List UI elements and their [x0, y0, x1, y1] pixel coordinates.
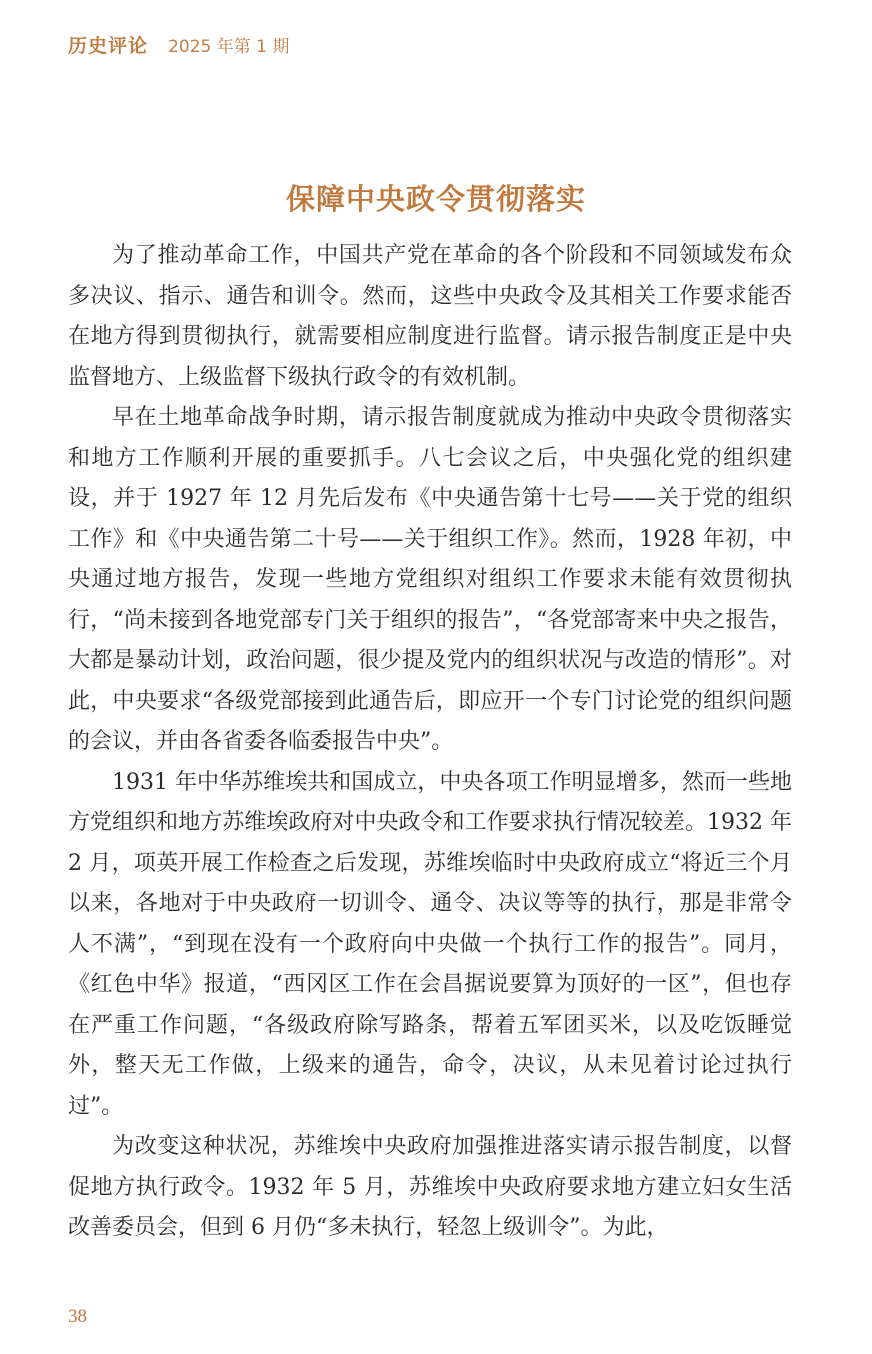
page-number: 38	[68, 1306, 87, 1327]
running-header	[68, 33, 289, 60]
article-body	[68, 236, 792, 1249]
paragraph-2: 早在土地革命战争时期，请示报告制度就成为推动中央政令贯彻落实和地方工作顺利开展的重要抓手。八七会议之后，中央强化党的组织建设，并于 1927 年 12 月先后发布《中央通告第十七号——关于党的组织工作》和《中央通告第二十号——关于组织工作》。然而，1928 年初，中央通过地方报告，发现一些地方党组织对组织工作要求未能有效贯彻执行，“尚未接到各地党部专门关于组织的报告”，“各党部寄来中央之报告，大都是暴动计划，政治问题，很少提及党内的组织状况与改造的情形”。对此，中央要求“各级党部接到此通告后，即应开一个专门讨论党的组织问题的会议，并由各省委各临委报告中央”。	[68, 405, 792, 754]
paragraph-3: 1931 年中华苏维埃共和国成立，中央各项工作明显增多，然而一些地方党组织和地方苏维埃政府对中央政令和工作要求执行情况较差。1932 年 2 月，项英开展工作检查之后发现，苏维埃临时中央政府成立“将近三个月以来，各地对于中央政府一切训令、通令、决议等等的执行，那是非常令人不满”，“到现在没有一个政府向中央做一个执行工作的报告”。同月，《红色中华》报道，“西冈区工作在会昌据说要算为顶好的一区”，但也存在严重工作问题，“各级政府除写路条，帮着五军团买米，以及吃饭睡觉外，整天无工作做，上级来的通告，命令，决议，从未见着讨论过执行过”。	[68, 769, 792, 1119]
issue-label: 2025 年第 1 期	[168, 37, 290, 57]
paragraph-1: 为了推动革命工作，中国共产党在革命的各个阶段和不同领域发布众多决议、指示、通告和训令。然而，这些中央政令及其相关工作要求能否在地方得到贯彻执行，就需要相应制度进行监督。请示报告制度正是中央监督地方、上级监督下级执行政令的有效机制。	[68, 243, 792, 390]
article-title: 保障中央政令贯彻落实	[285, 182, 586, 217]
journal-name: 历史评论	[68, 35, 149, 57]
paragraph-4: 为改变这种状况，苏维埃中央政府加强推进落实请示报告制度，以督促地方执行政令。1932 年 5 月，苏维埃中央政府要求地方建立妇女生活改善委员会，但到 6 月仍“多未执行，轻忽上级训令”。为此，	[68, 1134, 792, 1240]
